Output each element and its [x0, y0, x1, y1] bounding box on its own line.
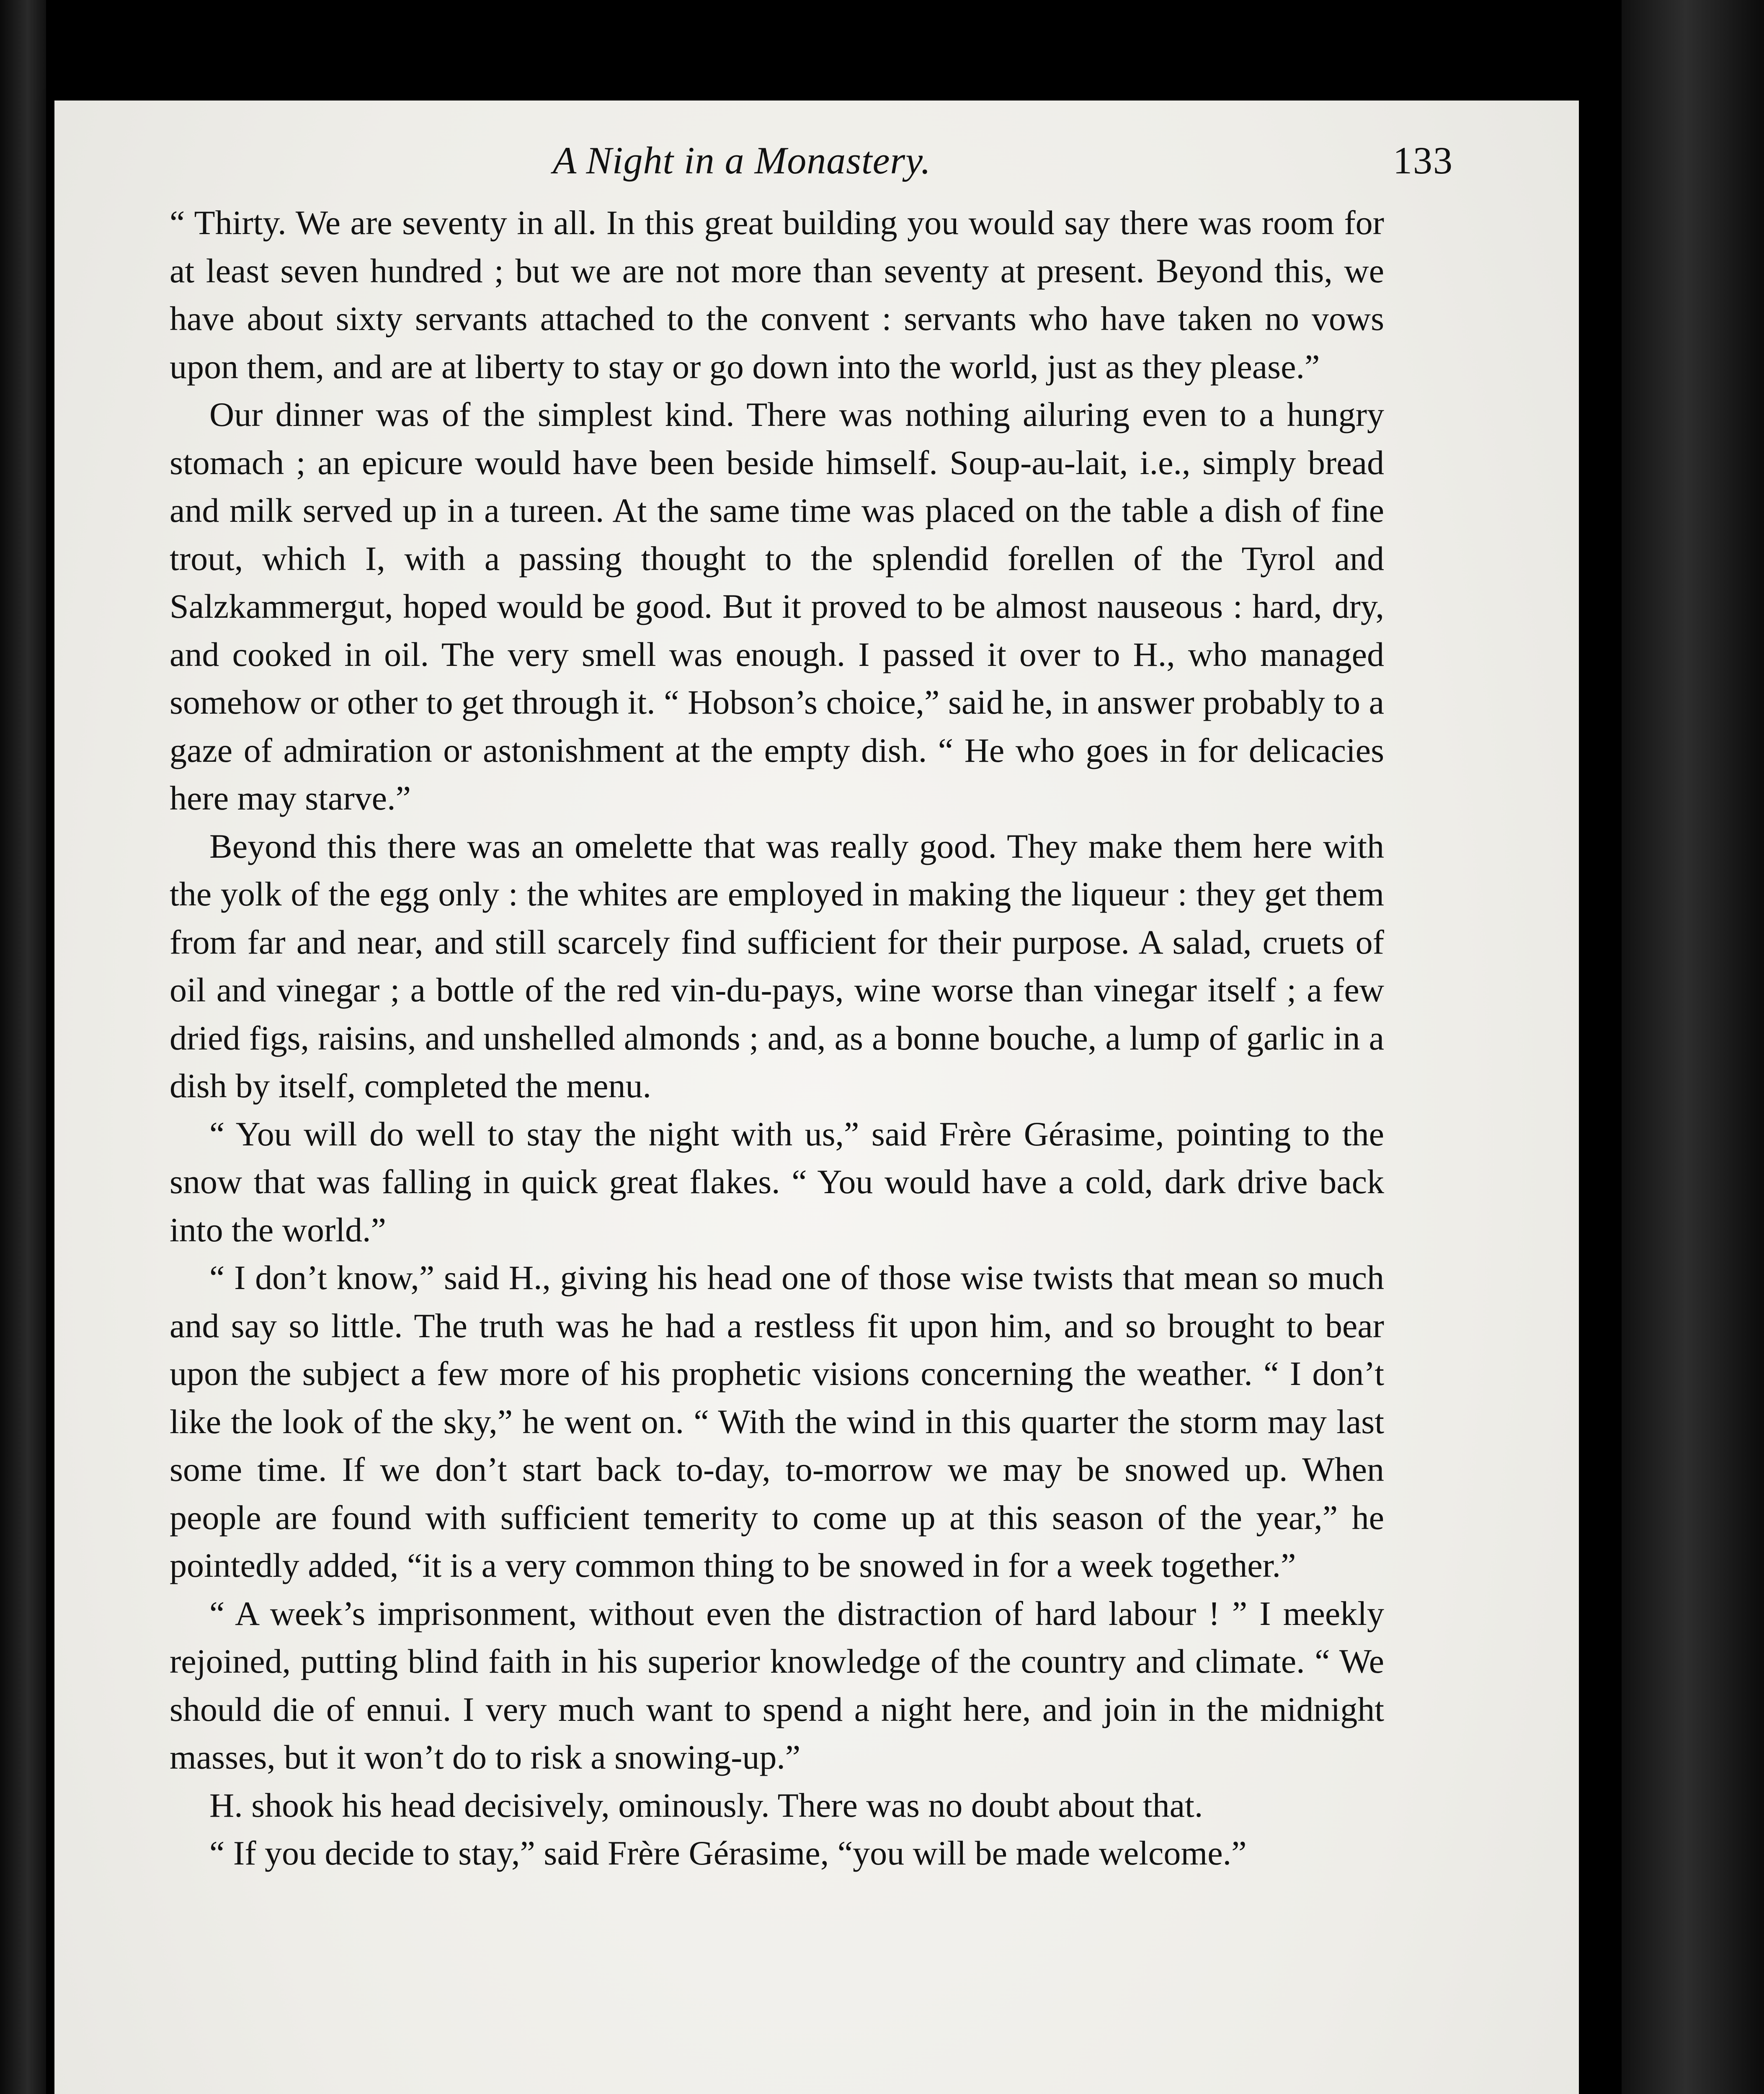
paragraph: “ If you decide to stay,” said Frère Gérasime, “you will be made welcome.”: [209, 1834, 1247, 1872]
paragraph: Beyond this there was an omelette that was really good. They make them here with the yolk of the egg only : the whites are employed in making the liqueur : they get them from far and near, and still scarcely find sufficient for their purpose. A salad, cruets of oil and vinegar ; a bottle of the red vin-du-pays, wine worse than vinegar itself ; a few dried figs, raisins, and unshelled almonds ; and, as a bonne bouche, a lump of garlic in a dish by itself, completed the menu.: [170, 827, 1384, 1105]
paragraph: “ I don’t know,” said H., giving his head one of those wise twists that mean so much and say so little. The truth was he had a restless fit upon him, and so brought to bear upon the subject a few more of his prophetic visions concerning the weather. “ I don’t like the look of the sky,” he went on. “ With the wind in this quarter the storm may last some time. If we don’t start back to-day, to-morrow we may be snowed up. When people are found with sufficient temerity to come up at this season of the year,” he pointedly added, “it is a very common thing to be snowed in for a week together.”: [170, 1258, 1384, 1584]
body-text: [170, 199, 1384, 1877]
paragraph: Our dinner was of the simplest kind. There was nothing ailuring even to a hungry stomach ; an epicure would have been beside himself. Soup-au-lait, i.e., simply bread and milk served up in a tureen. At the same time was placed on the table a dish of fine trout, which I, with a passing thought to the splendid forellen of the Tyrol and Salzkammergut, hoped would be good. But it proved to be almost nauseous : hard, dry, and cooked in oil. The very smell was enough. I passed it over to H., who managed somehow or other to get through it. “ Hobson’s choice,” said he, in answer probably to a gaze of admiration or astonishment at the empty dish. “ He who goes in for delicacies here may starve.”: [170, 395, 1384, 817]
paragraph: “ You will do well to stay the night with us,” said Frère Gérasime, pointing to the snow that was falling in quick great flakes. “ You would have a cold, dark drive back into the world.”: [170, 1114, 1384, 1249]
page-number: 133: [1393, 139, 1453, 182]
book-edge: [1622, 0, 1764, 2094]
running-title: A Night in a Monastery.: [553, 139, 931, 182]
paragraph: “ A week’s imprisonment, without even the distraction of hard labour ! ” I meekly rejoined, putting blind faith in his superior knowledge of the country and climate. “ We should die of ennui. I very much want to spend a night here, and join in the midnight masses, but it won’t do to risk a snowing-up.”: [170, 1594, 1384, 1776]
page-header: [168, 138, 1466, 188]
paragraph: H. shook his head decisively, ominously. There was no doubt about that.: [209, 1786, 1203, 1824]
paragraph: “ Thirty. We are seventy in all. In this great building you would say there was room for at least seven hundred ; but we are not more than seventy at present. Beyond this, we have about sixty servants attached to the convent : servants who have taken no vows upon them, and are at liberty to stay or go down into the world, just as they please.”: [170, 204, 1384, 386]
facing-page-edge: [0, 0, 46, 2094]
